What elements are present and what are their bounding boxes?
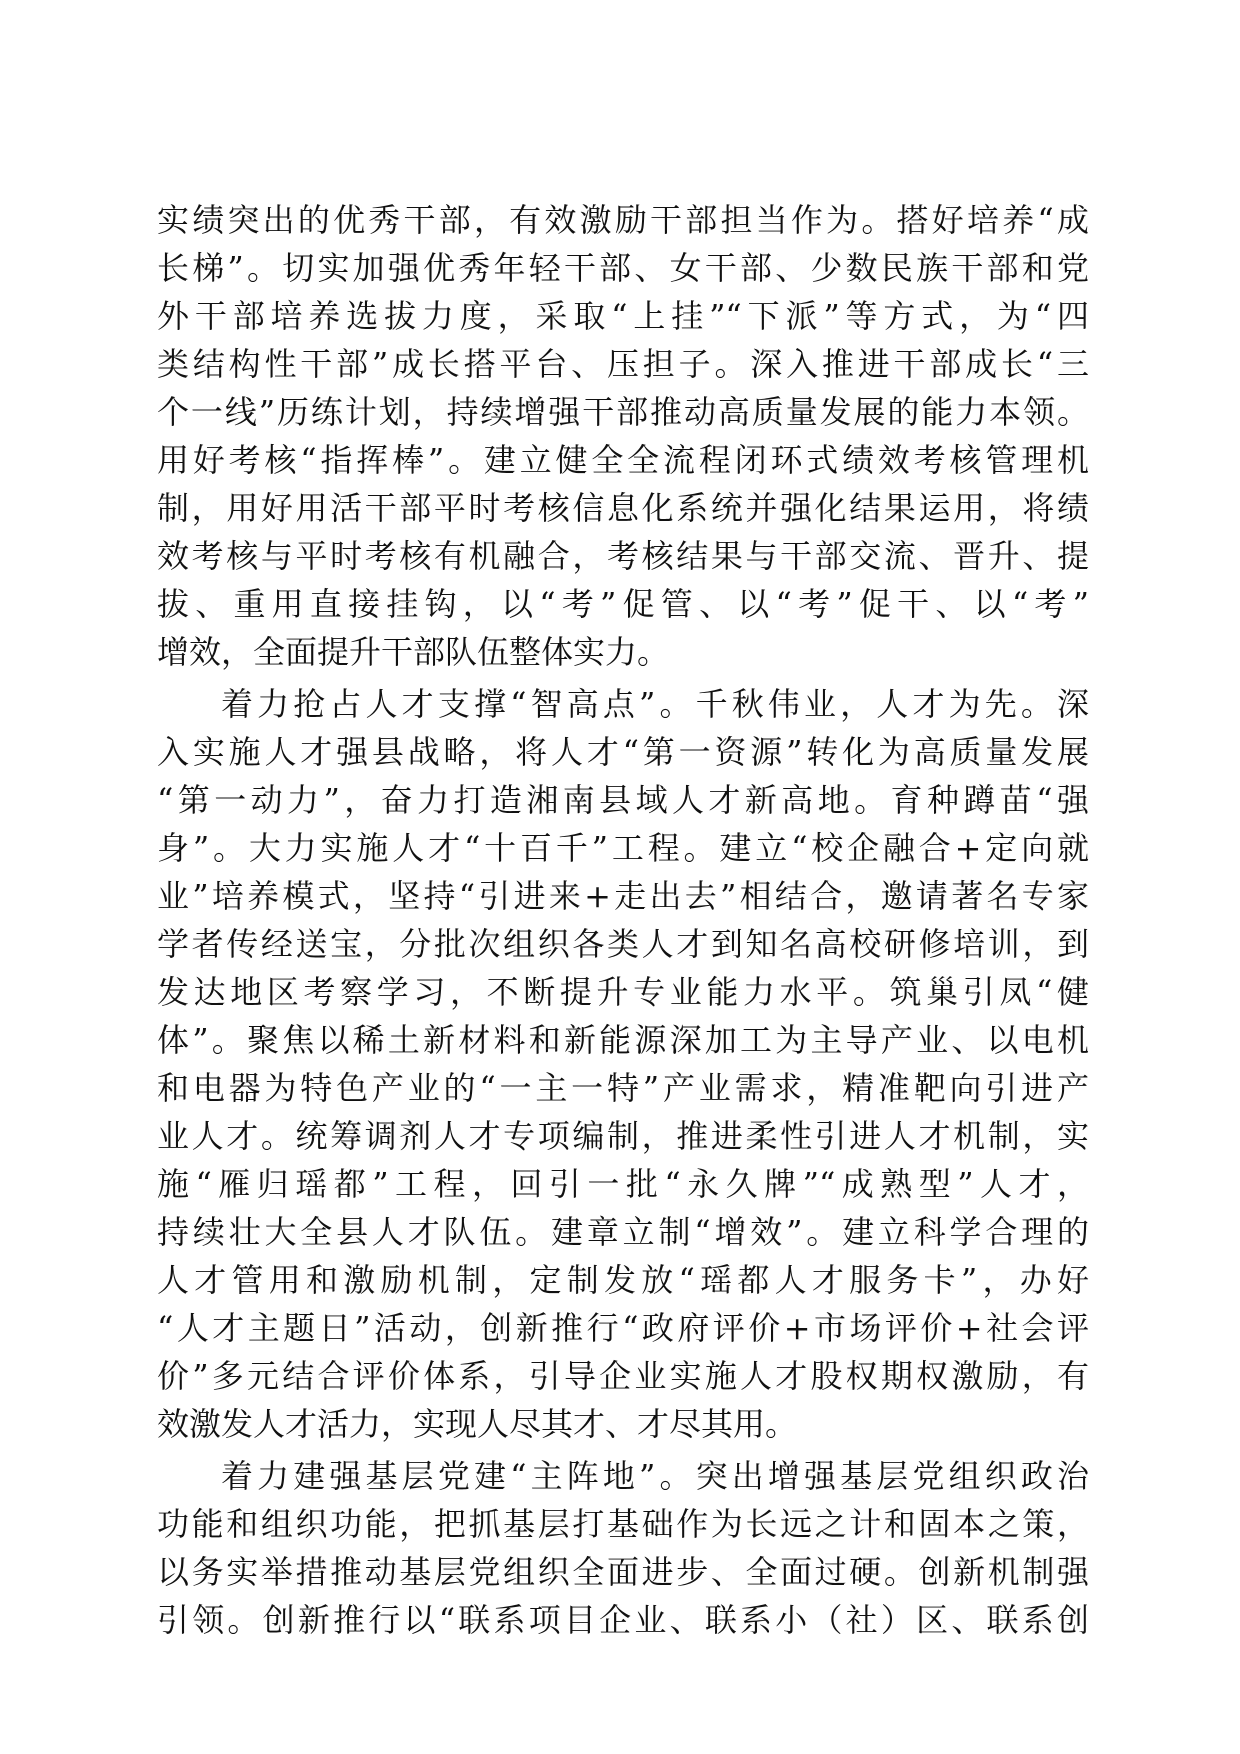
text-line: 体”。聚焦以稀土新材料和新能源深加工为主导产业、以电机	[157, 1021, 1089, 1059]
paragraph-talent-support	[157, 680, 1089, 1448]
text-line: 实绩突出的优秀干部，有效激励干部担当作为。搭好培养“成	[157, 201, 1089, 239]
text-line: 增效，全面提升干部队伍整体实力。	[157, 633, 670, 671]
text-line: 长梯”。切实加强优秀年轻干部、女干部、少数民族干部和党	[157, 249, 1089, 287]
document-body	[157, 196, 1089, 1644]
text-line: 学者传经送宝，分批次组织各类人才到知名高校研修培训，到	[157, 925, 1089, 963]
text-line: 效考核与平时考核有机融合，考核结果与干部交流、晋升、提	[157, 537, 1089, 575]
paragraph-grassroots-party	[157, 1452, 1089, 1644]
text-line: 用好考核“指挥棒”。建立健全全流程闭环式绩效考核管理机	[157, 441, 1089, 479]
paragraph-cadre-training	[157, 196, 1089, 676]
text-line: “第一动力”，奋力打造湘南县域人才新高地。育种蹲苗“强	[157, 781, 1089, 819]
text-line: 引领。创新推行以“联系项目企业、联系小（社）区、联系创	[157, 1601, 1089, 1639]
text-line: 业”培养模式，坚持“引进来+走出去”相结合，邀请著名专家	[157, 877, 1089, 915]
text-line: 人才管用和激励机制，定制发放“瑶都人才服务卡”，办好	[157, 1261, 1089, 1299]
text-line: 以务实举措推动基层党组织全面进步、全面过硬。创新机制强	[157, 1553, 1089, 1591]
text-line: 类结构性干部”成长搭平台、压担子。深入推进干部成长“三	[157, 345, 1089, 383]
text-line: 持续壮大全县人才队伍。建章立制“增效”。建立科学合理的	[157, 1213, 1089, 1251]
text-line: 外干部培养选拔力度，采取“上挂”“下派”等方式，为“四	[157, 297, 1089, 335]
text-line: 拔、重用直接挂钩，以“考”促管、以“考”促干、以“考”	[157, 585, 1089, 623]
text-line: 价”多元结合评价体系，引导企业实施人才股权期权激励，有	[157, 1357, 1089, 1395]
text-line: 入实施人才强县战略，将人才“第一资源”转化为高质量发展	[157, 733, 1089, 771]
text-line: 和电器为特色产业的“一主一特”产业需求，精准靶向引进产	[157, 1069, 1089, 1107]
text-line: 施“雁归瑶都”工程，回引一批“永久牌”“成熟型”人才，	[157, 1165, 1089, 1203]
paragraph-heading-line: 着力抢占人才支撑“智高点”。千秋伟业，人才为先。深	[221, 685, 1089, 723]
text-line: 发达地区考察学习，不断提升专业能力水平。筑巢引凤“健	[157, 973, 1089, 1011]
text-line: “人才主题日”活动，创新推行“政府评价+市场评价+社会评	[157, 1309, 1089, 1347]
text-line: 个一线”历练计划，持续增强干部推动高质量发展的能力本领。	[157, 393, 1089, 431]
text-line: 业人才。统筹调剂人才专项编制，推进柔性引进人才机制，实	[157, 1117, 1089, 1155]
text-line: 功能和组织功能，把抓基层打基础作为长远之计和固本之策，	[157, 1505, 1089, 1543]
text-line: 身”。大力实施人才“十百千”工程。建立“校企融合+定向就	[157, 829, 1089, 867]
text-line: 效激发人才活力，实现人尽其才、才尽其用。	[157, 1405, 798, 1443]
paragraph-heading-line: 着力建强基层党建“主阵地”。突出增强基层党组织政治	[221, 1457, 1089, 1495]
text-line: 制，用好用活干部平时考核信息化系统并强化结果运用，将绩	[157, 489, 1089, 527]
